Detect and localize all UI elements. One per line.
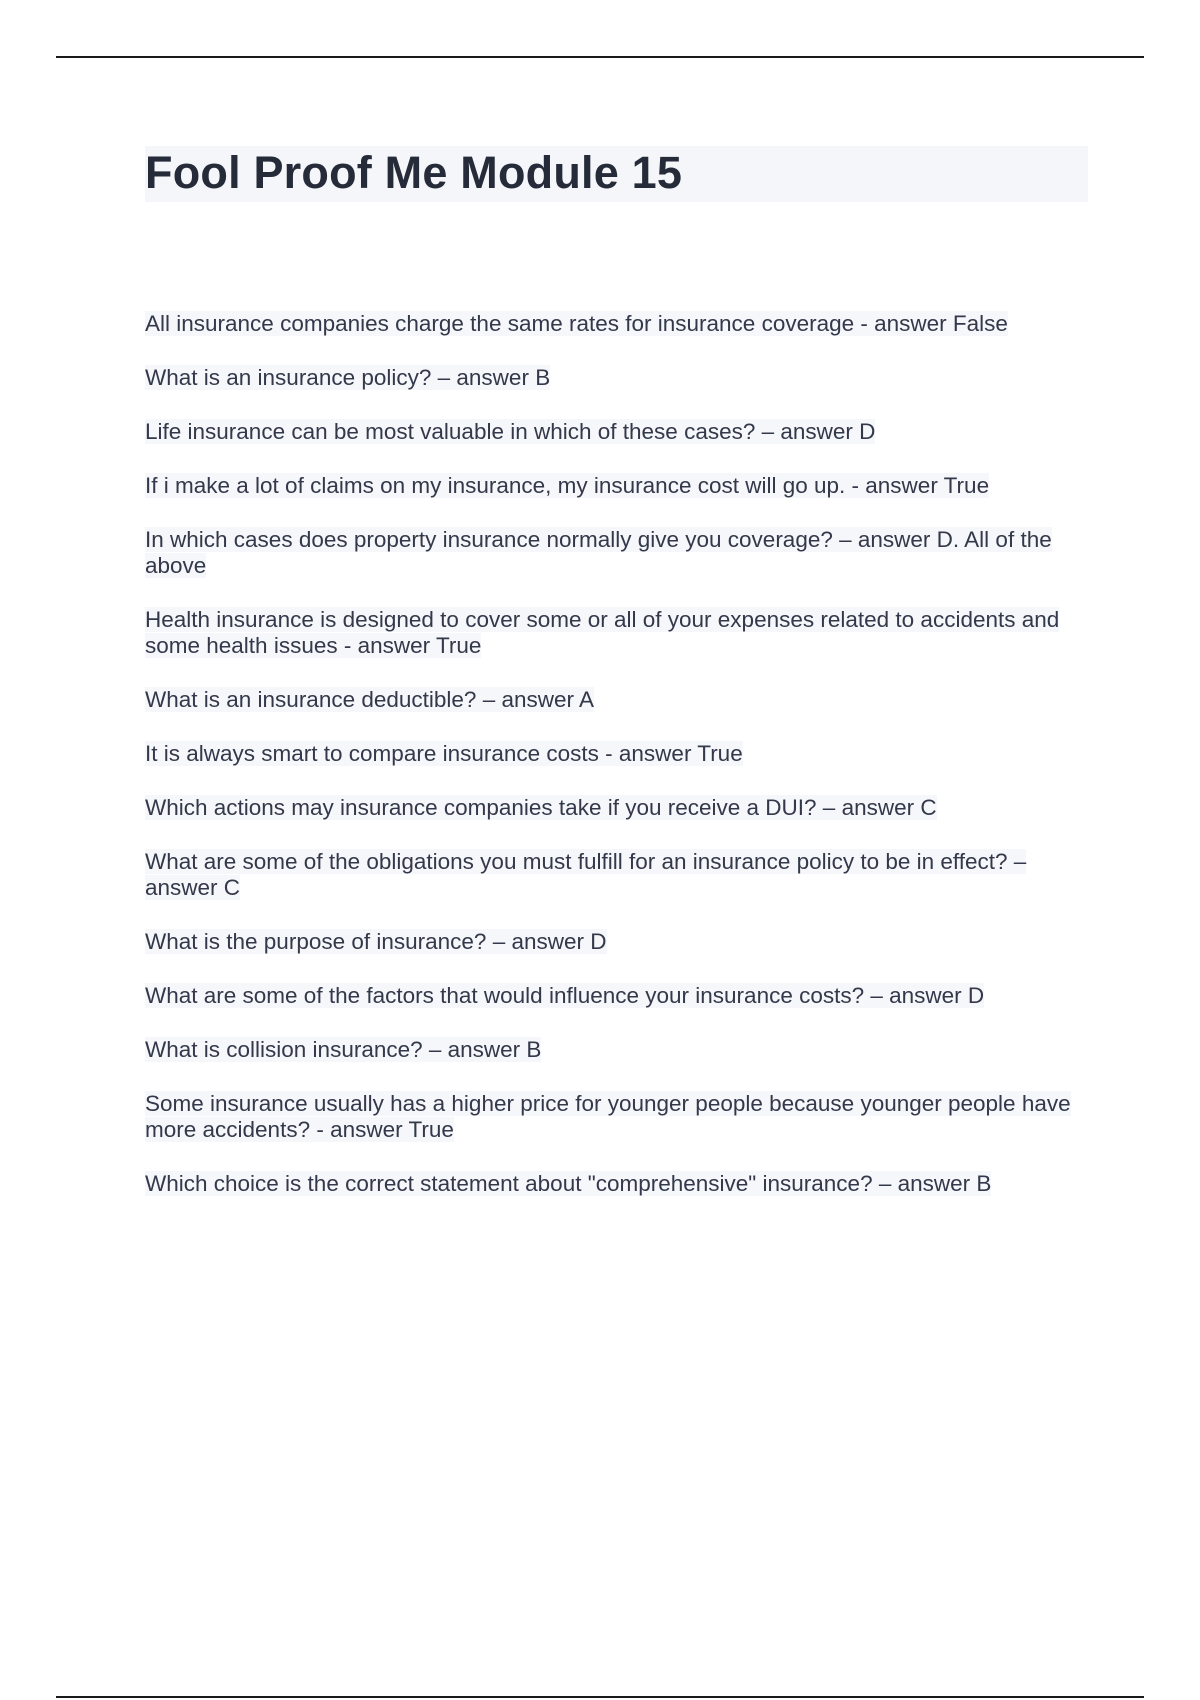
- qa-item: [145, 983, 1089, 1009]
- qa-item: [145, 1091, 1089, 1143]
- qa-text: In which cases does property insurance normally give you coverage? – answer D. All of the above: [145, 527, 1052, 578]
- qa-text: Which actions may insurance companies take if you receive a DUI? – answer C: [145, 795, 937, 820]
- qa-text: What is an insurance policy? – answer B: [145, 365, 551, 390]
- qa-item: [145, 419, 1089, 445]
- qa-item: [145, 1171, 1089, 1197]
- qa-text: What are some of the factors that would influence your insurance costs? – answer D: [145, 983, 985, 1008]
- qa-item: [145, 607, 1089, 659]
- qa-item: [145, 1037, 1089, 1063]
- qa-text: What are some of the obligations you must fulfill for an insurance policy to be in effect? – answer C: [145, 849, 1027, 900]
- qa-text: What is collision insurance? – answer B: [145, 1037, 542, 1062]
- document-title: Fool Proof Me Module 15: [145, 147, 683, 198]
- qa-item: [145, 473, 1089, 499]
- qa-text: Some insurance usually has a higher price for younger people because younger people have more accidents? - answer True: [145, 1091, 1071, 1142]
- qa-text: What is an insurance deductible? – answer A: [145, 687, 595, 712]
- qa-item: [145, 311, 1089, 337]
- qa-text: All insurance companies charge the same rates for insurance coverage - answer False: [145, 311, 1008, 336]
- qa-item: [145, 527, 1089, 579]
- qa-item: [145, 365, 1089, 391]
- qa-item: [145, 929, 1089, 955]
- qa-item: [145, 687, 1089, 713]
- top-rule: [56, 56, 1144, 58]
- qa-item: [145, 795, 1089, 821]
- qa-text: Health insurance is designed to cover some or all of your expenses related to accidents and some health issues - answer True: [145, 607, 1060, 658]
- qa-list: [145, 311, 1089, 1225]
- bottom-rule: [56, 1696, 1144, 1698]
- qa-text: Life insurance can be most valuable in which of these cases? – answer D: [145, 419, 876, 444]
- qa-text: It is always smart to compare insurance costs - answer True: [145, 741, 743, 766]
- qa-text: If i make a lot of claims on my insurance, my insurance cost will go up. - answer True: [145, 473, 990, 498]
- qa-item: [145, 741, 1089, 767]
- qa-text: Which choice is the correct statement about "comprehensive" insurance? – answer B: [145, 1171, 992, 1196]
- qa-item: [145, 849, 1089, 901]
- qa-text: What is the purpose of insurance? – answer D: [145, 929, 607, 954]
